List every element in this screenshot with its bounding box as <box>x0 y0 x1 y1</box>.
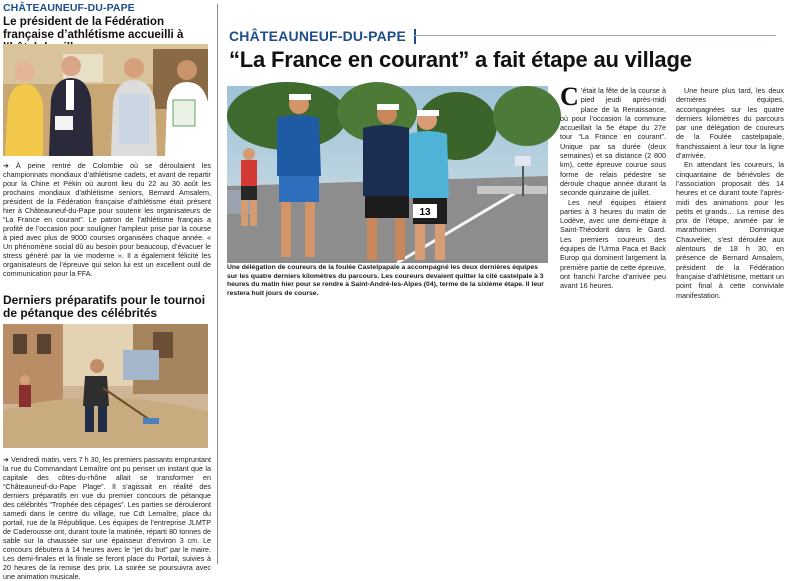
runners-photo <box>227 86 548 263</box>
article1-headline: Le président de la Fédération française d’athlétisme accueilli à <box>3 15 184 41</box>
main-headline: “La France en courant” a fait étape au village <box>229 47 692 72</box>
petanque-street-photo <box>3 324 208 448</box>
article2-body: ➔ Vendredi matin, vers 7 h 30, les premiers passants empruntant la rue du Commandant Lemaître ont pu penser un instant que la capitale des côtes-du-rhône allait se transformer en “Châteauneuf-du-Pape Plage”. Il s’agissait en réalité des derniers préparatifs en vue du premier concours de pétanque des célébrités “Trophée des cépages”. Les parties se dérouleront samedi dans le centre du village, rue Cdt Lemaître, place du portail, rue de la République. Les équipes de l’entreprise JLMTP de Caderousse ont, durant toute la matinée, réparti 80 tonnes de sable sur la chaussée sur une épaisseur d’environ 3 cm. Le concours débutera à 14 heures avec le “jet du but” par le maire. Les demi-finales et la finale se feront place du Portail, suivies à 20 heures de la remise des prix. La soirée se poursuivra avec une animation musicale. <box>3 455 211 581</box>
article-column-2 <box>676 86 784 300</box>
column1-paragraph1 <box>560 82 666 198</box>
runners-photo-image <box>227 86 548 263</box>
tag-divider-bar <box>414 29 416 44</box>
mayor-meeting-photo <box>3 44 208 156</box>
tag-rule-line <box>414 35 776 36</box>
main-section-tag-wrap <box>229 28 416 44</box>
column-divider <box>217 4 218 564</box>
column2-paragraph2: En attendant les coureurs, la cinquantaine de bénévoles de l’association proposait dès 14 heures et ce durant toute l’après-midi des animations pour les petits et grands… La remise des prix de l’étape, animée par le marathonien Dominique Chauvelier, s’est déroulée aux alentours de 18 h 30, en présence de Bernard Amsalem, président de la Fédération française d’athlétisme, mettant un point final à cette conviviale manifestation. <box>676 160 784 300</box>
article2-headline: Derniers préparatifs pour le tournoi de pétanque des célébrités <box>3 293 206 320</box>
article1-section-tag: CHÂTEAUNEUF-DU-PAPE <box>3 2 135 14</box>
column1-paragraph1-text: ’était la fête de la course à pied jeudi après-midi place de la Renaissance, où pour l’occasion la commune accueillait la 5e étape du 27e tour “La France en courant”. Unique par sa durée (deux semaines) et sa distance (2 800 km), cette épreuve courue sous forme de relais pédestre se déroule chaque année durant la seconde quinzaine de juillet. <box>560 86 666 198</box>
photo-caption: Une délégation de coureurs de la foulée Castelpapale a accompagné les deux dernières équipes sur les quatre derniers kilomètres du parcours. Les coureurs devaient quitter la cité castelpale à 3 heures du matin hier pour se rendre à Saint-André-les-Alpes (04), terme de la sixième étape. Il leur restera huit jours de course. <box>227 264 544 297</box>
bib-number: 13 <box>419 207 431 218</box>
column2-paragraph1: Une heure plus tard, les deux dernières équipes, accompagnées sur les quatre derniers kilomètres du parcours par une délégation de coureurs de la Foulée castelpapale, franchissaient à leur tour la ligne d’arrivée. <box>676 86 784 161</box>
article2-photo <box>3 324 208 448</box>
left-column <box>3 0 213 581</box>
drop-cap: C <box>560 82 579 111</box>
article-column-1 <box>560 82 666 291</box>
article1-photo <box>3 44 208 156</box>
article1-body: ➔ À peine rentré de Colombie où se déroulaient les championnats mondiaux d’athlétisme cadets, et avant de repartir pour la Chine et Pékin où auront lieu du 22 au 30 août les prochains mondiaux d’athlétisme seniors, Bernard Amsalem, président de la Fédération française d’athlétisme était présent hier à Châteauneuf-du-Pape pour soutenir les organisateurs de “La France en courant”. Le patron de l’athlétisme français a profité de l’occasion pour souligner l’ampleur prise par la course à pied avec plus de 9000 courses organisées chaque année. « Un phénomène social dû au besoin pour beaucoup, d’évacuer le stress généré par la vie moderne ». Il a également félicité les organisateurs de l’épreuve qui selon lui est un excellent outil de communication pour la FFA. <box>3 161 211 278</box>
column1-paragraph2: Les neuf équipes étaient parties à 3 heures du matin de Lodève, avec une demi-étape à Saint-Théodorit dans le Gard. Les premiers coureurs des équipes de l’Urma Paca et Back Europ qui dominent largement la première partie de cette épreuve, ont franchi l’arche d’arrivée peu avant 16 heures. <box>560 197 666 291</box>
main-section-tag: CHÂTEAUNEUF-DU-PAPE <box>229 28 406 44</box>
main-article <box>227 0 792 575</box>
